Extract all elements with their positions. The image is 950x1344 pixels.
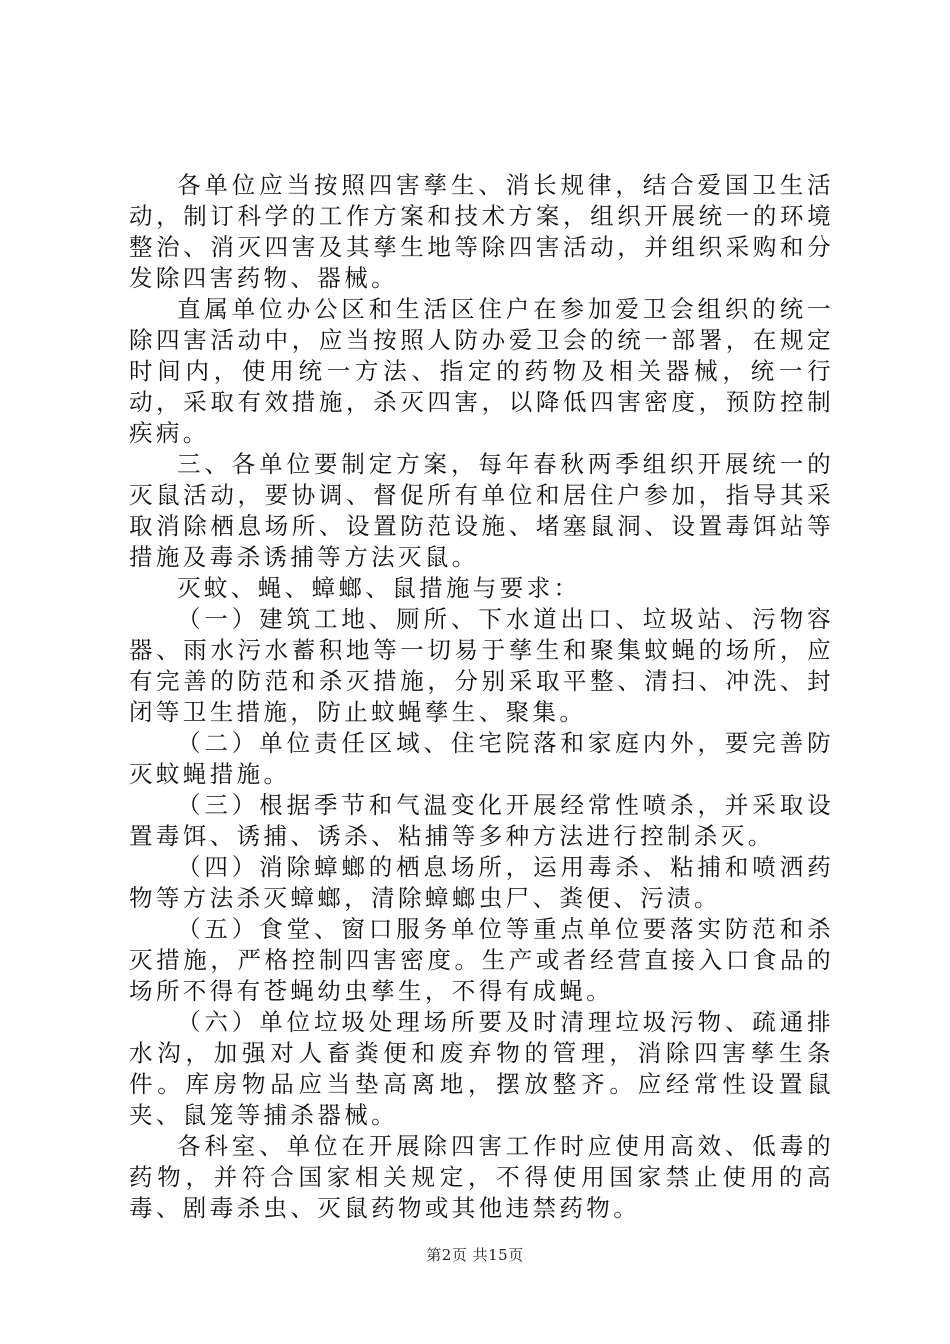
- paragraph: （一）建筑工地、厕所、下水道出口、垃圾站、污物容器、雨水污水蓄积地等一切易于孳生和聚集蚊蝇的场所，应有完善的防范和杀灭措施，分别采取平整、清扫、冲洗、封闭等卫生措施，防止蚊蝇孳生、聚集。: [129, 605, 834, 726]
- paragraph: 各单位应当按照四害孳生、消长规律，结合爱国卫生活动，制订科学的工作方案和技术方案，组织开展统一的环境整治、消灭四害及其孳生地等除四害活动，并组织采购和分发除四害药物、器械。: [129, 171, 834, 292]
- paragraph: （三）根据季节和气温变化开展经常性喷杀，并采取设置毒饵、诱捕、诱杀、粘捕等多种方法进行控制杀灭。: [129, 791, 834, 850]
- paragraph: 三、各单位要制定方案，每年春秋两季组织开展统一的灭鼠活动，要协调、督促所有单位和居住户参加，指导其采取消除栖息场所、设置防范设施、堵塞鼠洞、设置毒饵站等措施及毒杀诱捕等方法灭鼠。: [129, 450, 834, 571]
- page-number-footer: 第2页 共15页: [426, 1246, 524, 1264]
- paragraph: （五）食堂、窗口服务单位等重点单位要落实防范和杀灭措施，严格控制四害密度。生产或者经营直接入口食品的场所不得有苍蝇幼虫孳生，不得有成蝇。: [129, 915, 834, 1005]
- document-body: [129, 170, 834, 1224]
- paragraph: 直属单位办公区和生活区住户在参加爱卫会组织的统一除四害活动中，应当按照人防办爱卫会的统一部署，在规定时间内，使用统一方法、指定的药物及相关器械，统一行动，采取有效措施，杀灭四害，以降低四害密度，预防控制疾病。: [129, 295, 834, 447]
- paragraph: （二）单位责任区域、住宅院落和家庭内外，要完善防灭蚊蝇措施。: [129, 729, 834, 788]
- paragraph: 各科室、单位在开展除四害工作时应使用高效、低毒的药物，并符合国家相关规定，不得使用国家禁止使用的高毒、剧毒杀虫、灭鼠药物或其他违禁药物。: [129, 1132, 834, 1222]
- paragraph: （六）单位垃圾处理场所要及时清理垃圾污物、疏通排水沟，加强对人畜粪便和废弃物的管理，消除四害孳生条件。库房物品应当垫高离地，摆放整齐。应经常性设置鼠夹、鼠笼等捕杀器械。: [129, 1008, 834, 1129]
- paragraph: 灭蚊、蝇、蟑螂、鼠措施与要求：: [177, 574, 581, 602]
- paragraph: （四）消除蟑螂的栖息场所，运用毒杀、粘捕和喷洒药物等方法杀灭蟑螂，清除蟑螂虫尸、粪便、污渍。: [129, 853, 834, 912]
